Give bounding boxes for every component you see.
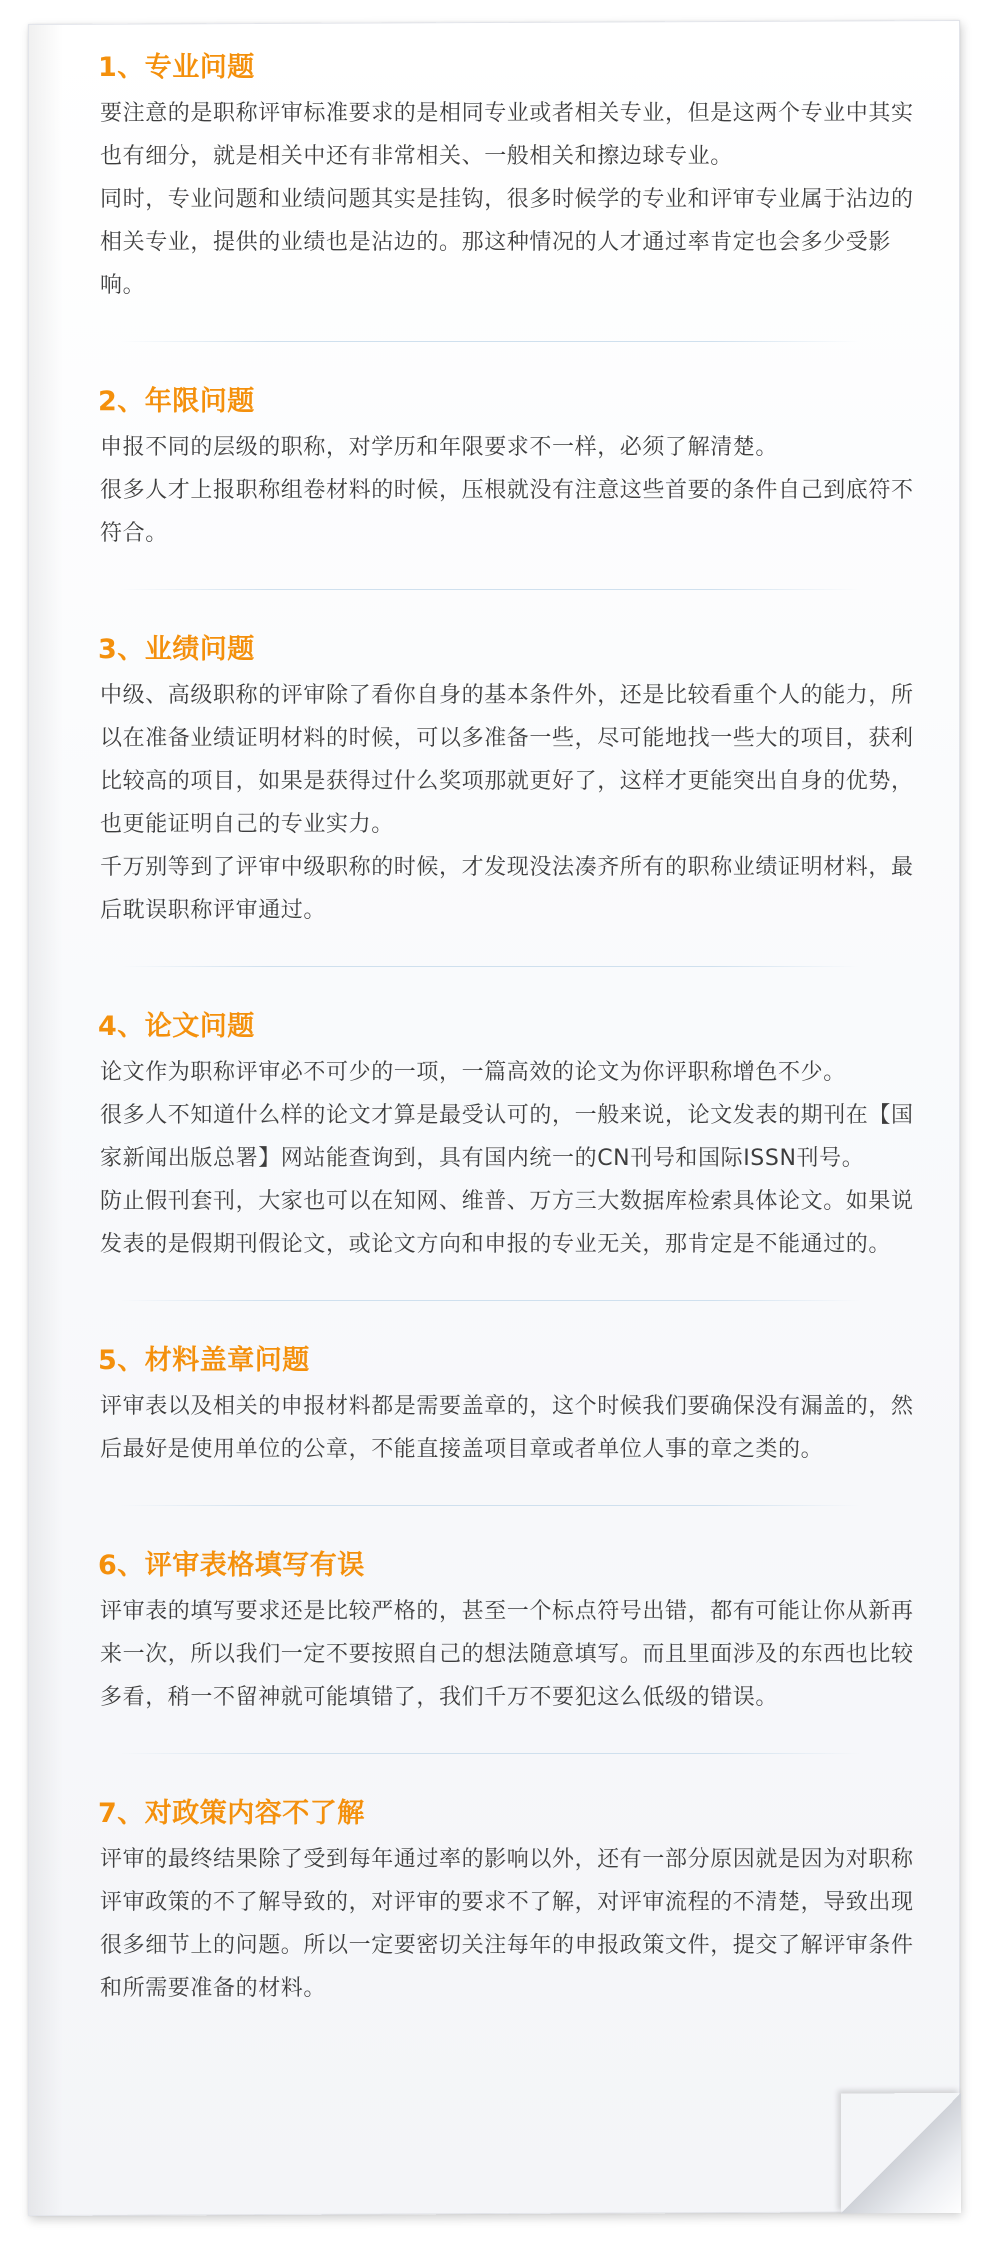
section-paragraph: 千万别等到了评审中级职称的时候，才发现没法凑齐所有的职称业绩证明材料，最后耽误职称评审通过。 xyxy=(100,855,914,923)
section-performance xyxy=(100,630,920,932)
section-heading: 7、对政策内容不了解 xyxy=(98,1798,365,1829)
section-paragraph: 评审的最终结果除了受到每年通过率的影响以外，还有一部分原因就是因为对职称评审政策的不了解导致的，对评审的要求不了解，对评审流程的不清楚，导致出现很多细节上的问题。所以一定要密切关注每年的申报政策文件，提交了解评审条件和所需要准备的材料。 xyxy=(100,1847,914,2001)
section-stamp xyxy=(100,1341,920,1471)
section-heading: 1、专业问题 xyxy=(98,52,255,83)
section-paragraph: 要注意的是职称评审标准要求的是相同专业或者相关专业，但是这两个专业中其实也有细分，就是相关中还有非常相关、一般相关和擦边球专业。 xyxy=(100,101,914,169)
section-paragraph: 评审表以及相关的申报材料都是需要盖章的，这个时候我们要确保没有漏盖的，然后最好是使用单位的公章，不能直接盖项目章或者单位人事的章之类的。 xyxy=(100,1394,914,1462)
section-heading: 2、年限问题 xyxy=(98,386,255,417)
section-paragraph: 评审表的填写要求还是比较严格的，甚至一个标点符号出错，都有可能让你从新再来一次，所以我们一定不要按照自己的想法随意填写。而且里面涉及的东西也比较多看，稍一不留神就可能填错了，我们千万不要犯这么低级的错误。 xyxy=(100,1599,914,1710)
section-paragraph: 很多人不知道什么样的论文才算是最受认可的，一般来说，论文发表的期刊在【国家新闻出版总署】网站能查询到，具有国内统一的CN刊号和国际ISSN刊号。 xyxy=(100,1103,914,1171)
section-paragraph: 申报不同的层级的职称，对学历和年限要求不一样，必须了解清楚。 xyxy=(100,435,779,460)
section-paragraph: 论文作为职称评审必不可少的一项，一篇高效的论文为你评职称增色不少。 xyxy=(100,1060,846,1085)
section-heading: 5、材料盖章问题 xyxy=(98,1345,310,1376)
section-policy xyxy=(100,1794,920,2010)
article-content xyxy=(100,48,920,2010)
section-paragraph: 中级、高级职称的评审除了看你自身的基本条件外，还是比较看重个人的能力，所以在准备业绩证明材料的时候，可以多准备一些，尽可能地找一些大的项目，获利比较高的项目，如果是获得过什么奖项那就更好了，这样才更能突出自身的优势，也更能证明自己的专业实力。 xyxy=(100,683,914,837)
section-years xyxy=(100,382,920,555)
section-heading: 3、业绩问题 xyxy=(98,634,255,665)
section-heading: 6、评审表格填写有误 xyxy=(98,1550,365,1581)
section-form-errors xyxy=(100,1546,920,1719)
section-major xyxy=(100,48,920,307)
section-heading: 4、论文问题 xyxy=(98,1011,255,1042)
section-paragraph: 很多人才上报职称组卷材料的时候，压根就没有注意这些首要的条件自己到底符不符合。 xyxy=(100,478,914,546)
section-paragraph: 同时，专业问题和业绩问题其实是挂钩，很多时候学的专业和评审专业属于沾边的相关专业，提供的业绩也是沾边的。那这种情况的人才通过率肯定也会多少受影响。 xyxy=(100,187,914,298)
section-paragraph: 防止假刊套刊，大家也可以在知网、维普、万方三大数据库检索具体论文。如果说发表的是假期刊假论文，或论文方向和申报的专业无关，那肯定是不能通过的。 xyxy=(100,1189,914,1257)
section-thesis xyxy=(100,1007,920,1266)
